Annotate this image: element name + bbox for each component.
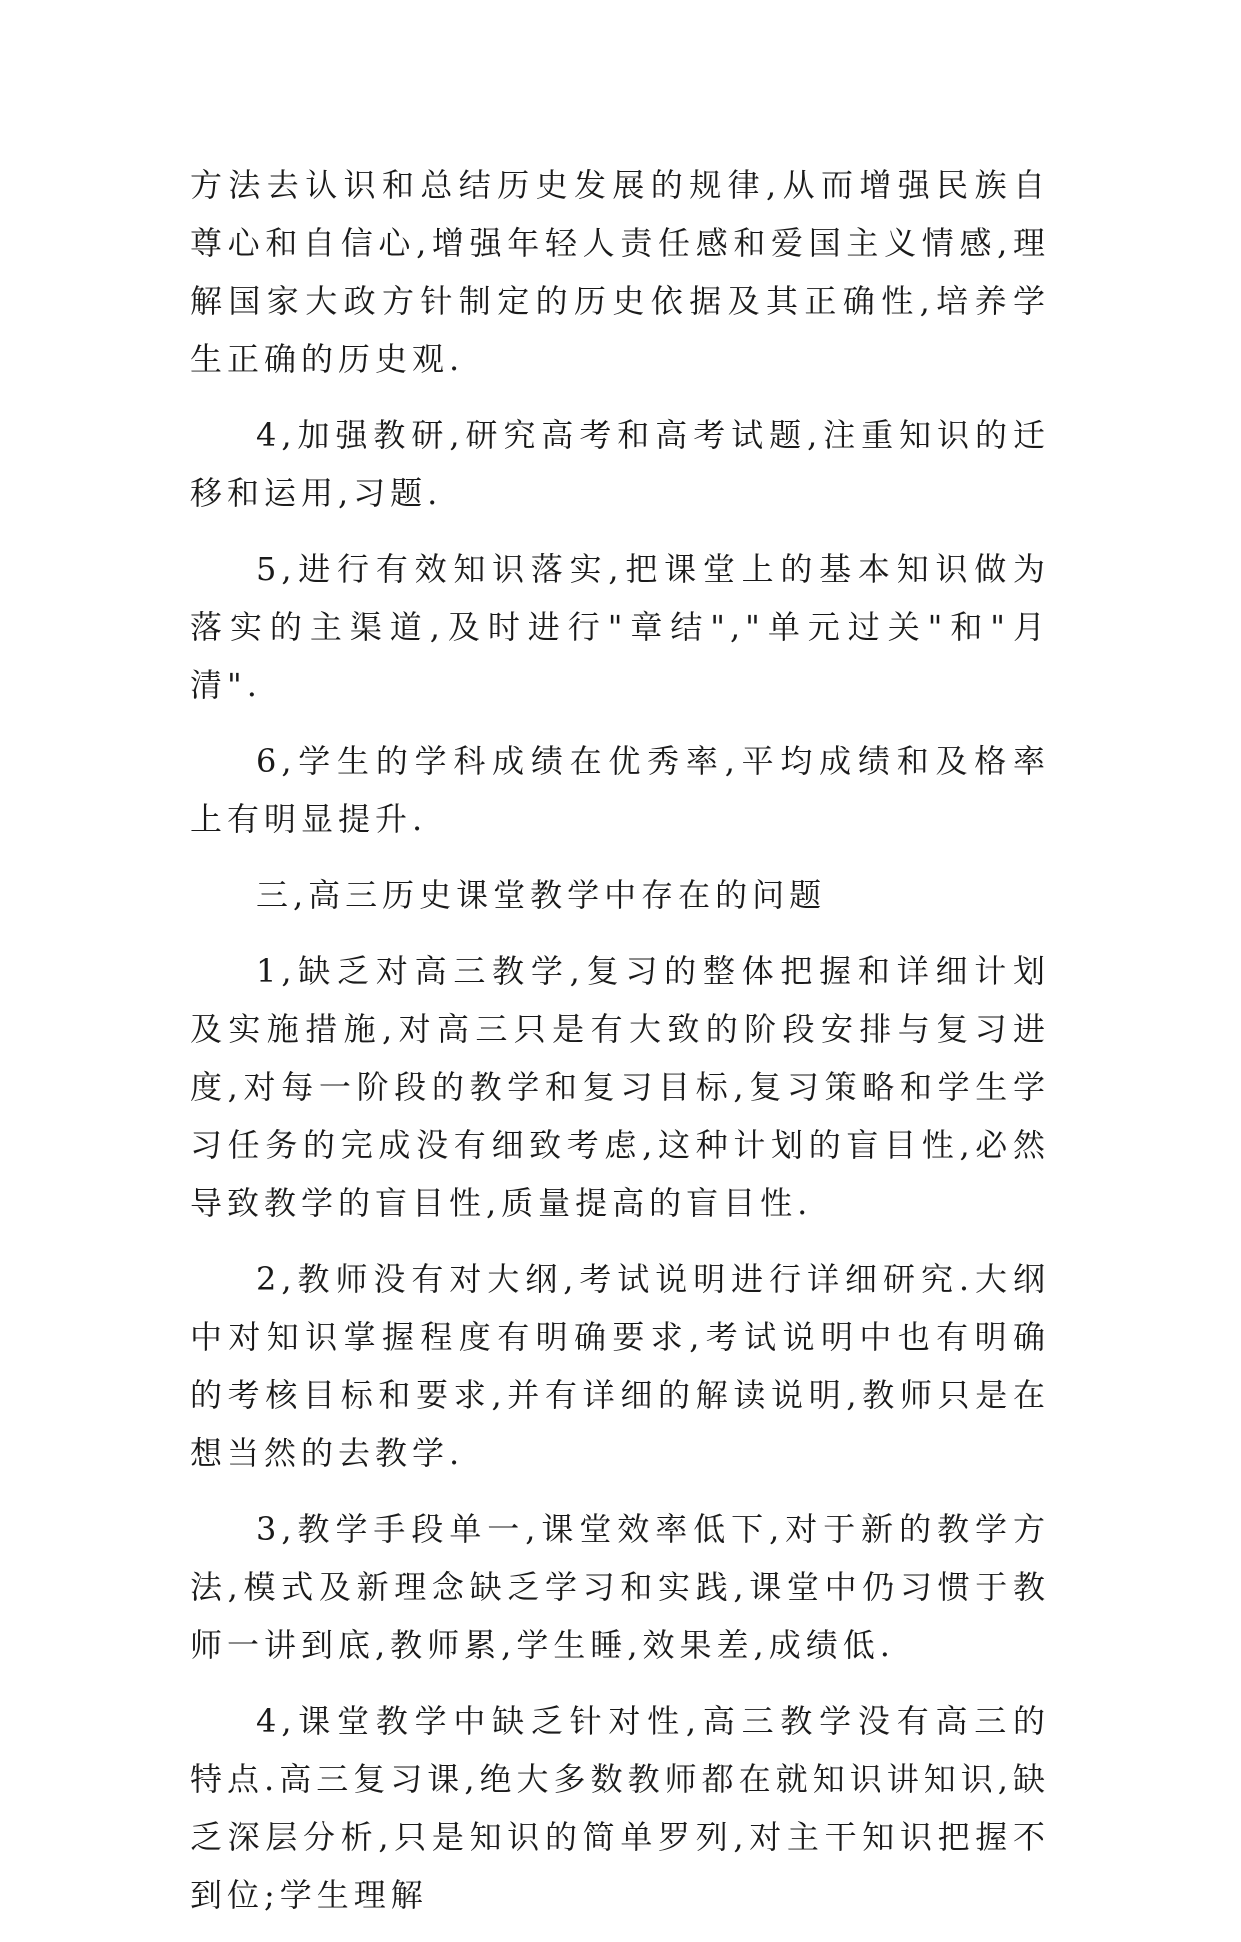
paragraph-item-6-results: 6,学生的学科成绩在优秀率,平均成绩和及格率上有明显提升. — [190, 742, 1050, 838]
section-heading-problems: 三,高三历史课堂教学中存在的问题 — [256, 876, 827, 914]
paragraph-problem-3: 3,教学手段单一,课堂效率低下,对于新的教学方法,模式及新理念缺乏学习和实践,课堂中仍习惯于教师一讲到底,教师累,学生睡,效果差,成绩低. — [190, 1510, 1050, 1664]
paragraph-item-5-knowledge: 5,进行有效知识落实,把课堂上的基本知识做为落实的主渠道,及时进行"章结","单元过关"和"月清". — [190, 550, 1050, 704]
paragraph-problem-1: 1,缺乏对高三教学,复习的整体把握和详细计划及实施措施,对高三只是有大致的阶段安排与复习进度,对每一阶段的教学和复习目标,复习策略和学生学习任务的完成没有细致考虑,这种计划的盲目性,必然导致教学的盲目性,质量提高的盲目性. — [190, 952, 1050, 1222]
paragraph-item-4-research: 4,加强教研,研究高考和高考试题,注重知识的迁移和运用,习题. — [190, 416, 1050, 512]
paragraph-problem-4: 4,课堂教学中缺乏针对性,高三教学没有高三的特点.高三复习课,绝大多数教师都在就知识讲知识,缺乏深层分析,只是知识的简单罗列,对主干知识把握不到位;学生理解 — [190, 1702, 1050, 1914]
paragraph-problem-2: 2,教师没有对大纲,考试说明进行详细研究.大纲中对知识掌握程度有明确要求,考试说明中也有明确的考核目标和要求,并有详细的解读说明,教师只是在想当然的去教学. — [190, 1260, 1050, 1472]
document-page — [190, 156, 1050, 1942]
paragraph-intro-continuation: 方法去认识和总结历史发展的规律,从而增强民族自尊心和自信心,增强年轻人责任感和爱国主义情感,理解国家大政方针制定的历史依据及其正确性,培养学生正确的历史观. — [190, 166, 1050, 378]
